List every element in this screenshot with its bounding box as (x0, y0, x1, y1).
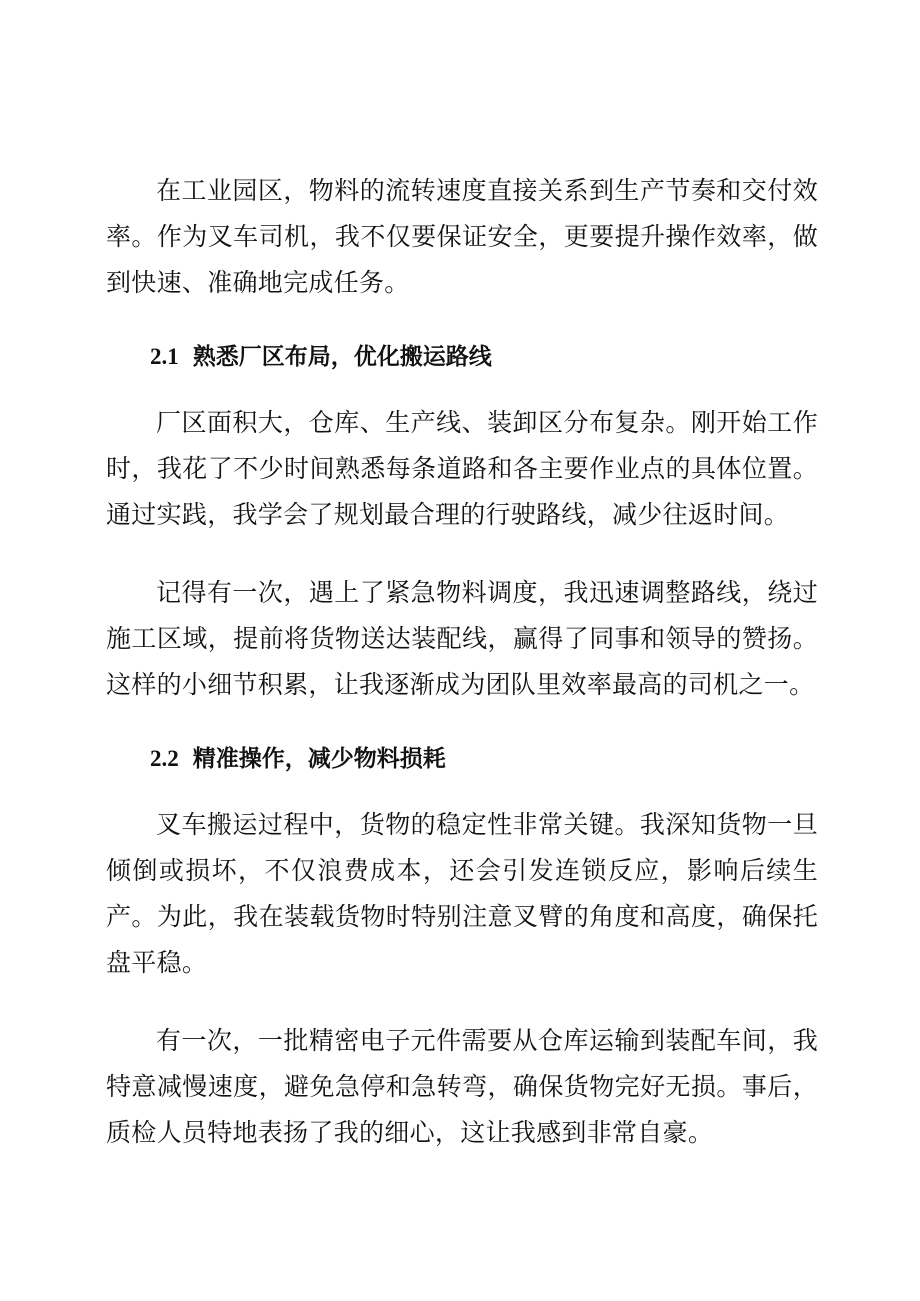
section-title: 精准操作，减少物料损耗 (192, 746, 446, 772)
section-2-2-paragraph-2: 有一次，一批精密电子元件需要从仓库运输到装配车间，我特意减慢速度，避免急停和急转弯，确保货物完好无损。事后，质检人员特地表扬了我的细心，这让我感到非常自豪。 (106, 1026, 818, 1147)
section-title: 熟悉厂区布局，优化搬运路线 (192, 344, 492, 370)
intro-paragraph: 在工业园区，物料的流转速度直接关系到生产节奏和交付效率。作为叉车司机，我不仅要保证安全，更要提升操作效率，做到快速、准确地完成任务。 (106, 176, 818, 297)
section-2-1-paragraph-2: 记得有一次，遇上了紧急物料调度，我迅速调整路线，绕过施工区域，提前将货物送达装配线，赢得了同事和领导的赞扬。这样的小细节积累，让我逐渐成为团队里效率最高的司机之一。 (106, 578, 818, 699)
document-body (106, 168, 818, 1156)
section-number: 2.2 (150, 746, 179, 771)
section-heading-2-2 (106, 744, 818, 774)
section-2-2-paragraph-1: 叉车搬运过程中，货物的稳定性非常关键。我深知货物一旦倾倒或损坏，不仅浪费成本，还会引发连锁反应，影响后续生产。为此，我在装载货物时特别注意叉臂的角度和高度，确保托盘平稳。 (106, 810, 818, 977)
section-2-1-paragraph-1: 厂区面积大，仓库、生产线、装卸区分布复杂。刚开始工作时，我花了不少时间熟悉每条道路和各主要作业点的具体位置。通过实践，我学会了规划最合理的行驶路线，减少往返时间。 (106, 408, 818, 529)
section-heading-2-1 (106, 342, 818, 372)
section-number: 2.1 (150, 344, 179, 369)
